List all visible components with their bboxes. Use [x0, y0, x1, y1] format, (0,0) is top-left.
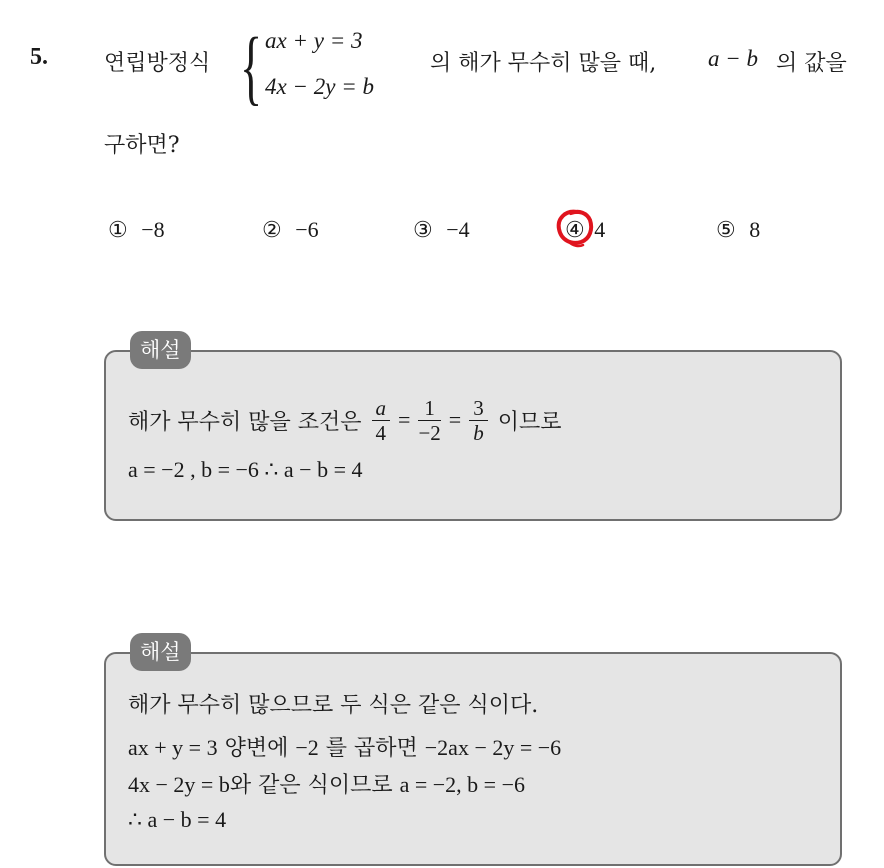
solution-1-text-end: 이므로 [497, 409, 562, 435]
answer-circle-mark [555, 207, 595, 249]
system-brace: { [240, 21, 263, 114]
choice-value: 4 [594, 217, 606, 242]
choice-mark: ① [108, 217, 128, 242]
question-line-2: 구하면? [104, 133, 180, 158]
solution-2-line-3: 4x − 2y = b와 같은 식이므로 a = −2, b = −6 [128, 772, 525, 798]
fraction-3-over-b: $\frac{3}{b}$ [469, 396, 488, 445]
choice-value: −8 [141, 217, 165, 242]
choice-mark: ④ [565, 217, 585, 242]
solution-2-line-2: ax + y = 3 양변에 −2 를 곱하면 −2ax − 2y = −6 [128, 735, 562, 761]
solution-tag-2: 해설 [130, 633, 191, 671]
question-suffix-1: 의 해가 무수히 많을 때, [430, 51, 657, 76]
solution-1-line-1 [128, 385, 561, 455]
choice-mark: ⑤ [716, 217, 736, 242]
equals-sign: = [448, 407, 462, 432]
solution-tag-1: 해설 [130, 331, 191, 369]
fraction-a-over-4: $\frac{a}{4}$ [372, 396, 391, 445]
solution-2-line-1: 해가 무수히 많으므로 두 식은 같은 식이다. [128, 693, 539, 718]
choice-mark: ③ [413, 217, 433, 242]
equation-1: ax + y = 3 [265, 28, 363, 53]
choice-3[interactable] [413, 217, 470, 243]
solution-1-line-2: a = −2 , b = −6 ∴ a − b = 4 [128, 457, 363, 482]
choice-mark: ② [262, 217, 282, 242]
equation-2: 4x − 2y = b [265, 74, 374, 99]
solution-2-line-4: ∴ a − b = 4 [128, 807, 227, 832]
choice-5[interactable] [716, 217, 760, 243]
choice-2[interactable] [262, 217, 319, 243]
fraction-1-over-neg2: $\frac{1}{-2}$ [418, 395, 441, 445]
question-suffix-2: 의 값을 [776, 51, 847, 76]
equals-sign: = [398, 407, 411, 432]
choice-value: −6 [295, 217, 319, 242]
choice-value: −4 [446, 217, 470, 242]
solution-1-text: 해가 무수히 많을 조건은 [128, 409, 362, 435]
choice-value: 8 [749, 217, 761, 242]
choice-1[interactable] [108, 217, 165, 243]
question-suffix-expr: a − b [708, 46, 759, 71]
question-prefix: 연립방정식 [104, 51, 211, 76]
question-number: 5. [30, 44, 48, 70]
